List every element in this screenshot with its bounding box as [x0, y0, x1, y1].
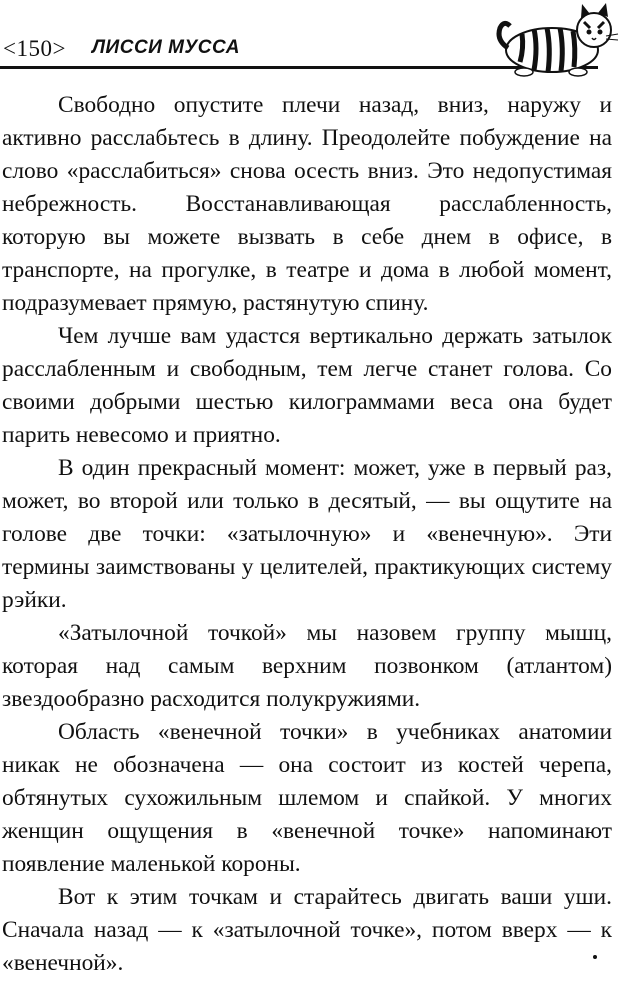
paragraph: «Затылочной точкой» мы назовем группу мышц, которая над самым верхним позвонком (атлантом) звездообразно расходится полукружиями.	[2, 620, 612, 712]
body-text	[2, 89, 612, 980]
running-title: ЛИССИ МУССА	[92, 37, 240, 58]
paragraph: Вот к этим точкам и старайтесь двигать ваши уши. Сначала назад — к «затылочной точке», потом вверх — к «венечной».	[2, 884, 612, 976]
striped-cat-icon	[494, 0, 620, 82]
paragraph: Чем лучше вам удастся вертикально держать затылок расслабленным и свободным, тем легче станет голова. Со своими добрыми шестью килограммами веса она будет парить невесомо и приятно.	[2, 323, 612, 448]
page-header	[0, 0, 620, 84]
page-number: <150>	[3, 36, 66, 61]
paragraph: Свободно опустите плечи назад, вниз, наружу и активно расслабьтесь в длину. Преодолейте побуждение на слово «расслабиться» снова осесть вниз. Это недопустимая небрежность. Восстанавливающая расслабленность, которую вы можете вызвать в себе днем в офисе, в транспорте, на прогулке, в театре и дома в любой момент, подразумевает прямую, растянутую спину.	[2, 92, 612, 316]
paragraph: В один прекрасный момент: может, уже в первый раз, может, во второй или только в десятый, — вы ощутите на голове две точки: «затылочную» и «венечную». Эти термины заимствованы у целителей, практикующих систему рэйки.	[2, 455, 612, 613]
stray-mark	[593, 955, 597, 959]
paragraph: Область «венечной точки» в учебниках анатомии никак не обозначена — она состоит из костей черепа, обтянутых сухожильным шлемом и спайкой. У многих женщин ощущения в «венечной точке» напоминают появление маленькой короны.	[2, 719, 612, 877]
